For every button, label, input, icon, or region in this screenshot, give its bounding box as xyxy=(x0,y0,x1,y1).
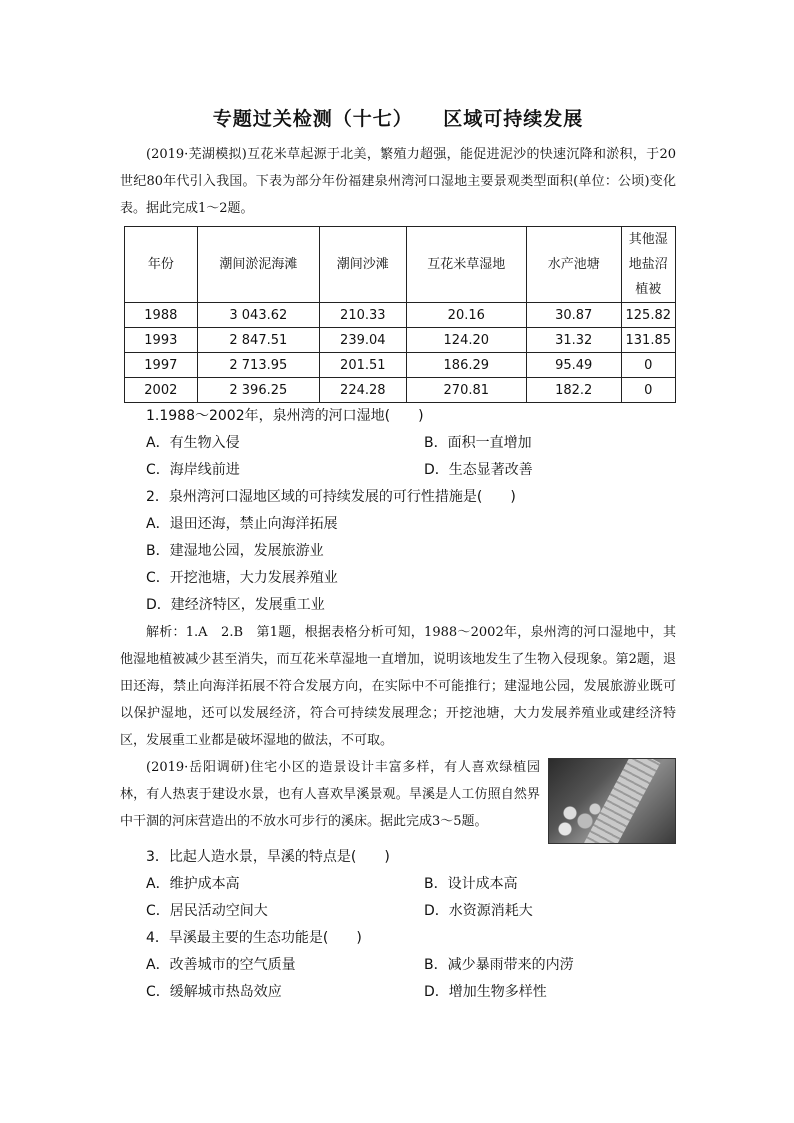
table-cell: 131.85 xyxy=(621,328,676,353)
q1-option-d: D．生态显著改善 xyxy=(424,462,533,478)
table-cell: 224.28 xyxy=(319,378,406,403)
table-cell: 124.20 xyxy=(406,328,526,353)
table-cell: 0 xyxy=(621,353,676,378)
q4-option-a: A．改善城市的空气质量 xyxy=(146,957,296,973)
page-title: 专题过关检测（十七） 区域可持续发展 xyxy=(212,108,584,130)
table-cell: 0 xyxy=(621,378,676,403)
table-cell: 20.16 xyxy=(406,303,526,328)
question-3-options-row-2 xyxy=(120,898,676,925)
table-cell: 2 847.51 xyxy=(197,328,319,353)
table-header-cell: 互花米草湿地 xyxy=(406,227,526,303)
table-header-cell: 潮间淤泥海滩 xyxy=(197,227,319,303)
q2-option-a: A．退田还海，禁止向海洋拓展 xyxy=(146,516,338,532)
table-row xyxy=(125,353,676,378)
table-cell: 270.81 xyxy=(406,378,526,403)
intro-paragraph-1: (2019·芜湖模拟)互花米草起源于北美，繁殖力超强，能促进泥沙的快速沉降和淤积，于20世纪80年代引入我国。下表为部分年份福建泉州湾河口湿地主要景观类型面积(单位：公顷)变化表。据此完成1～2题。 xyxy=(120,147,676,216)
intro-paragraph-2: (2019·岳阳调研)住宅小区的造景设计丰富多样，有人喜欢绿植园林，有人热衷于建设水景，也有人喜欢旱溪景观。旱溪是人工仿照自然界中干涸的河床营造出的不放水可步行的溪床。据此完成3～5题。 xyxy=(120,760,540,829)
q2-option-d: D．建经济特区，发展重工业 xyxy=(146,597,325,613)
table-cell: 3 043.62 xyxy=(197,303,319,328)
table-header-cell: 水产池塘 xyxy=(526,227,621,303)
dry-creek-photo xyxy=(548,758,676,844)
q4-option-c: C．缓解城市热岛效应 xyxy=(146,984,282,1000)
table-cell: 210.33 xyxy=(319,303,406,328)
question-1-stem: 1.1988～2002年，泉州湾的河口湿地( ) xyxy=(146,408,424,424)
table-cell: 186.29 xyxy=(406,353,526,378)
table-cell: 2 396.25 xyxy=(197,378,319,403)
question-1-options-row-1 xyxy=(120,430,676,457)
table-header-cell: 潮间沙滩 xyxy=(319,227,406,303)
table-cell: 182.2 xyxy=(526,378,621,403)
table-cell: 2002 xyxy=(125,378,198,403)
table-cell: 239.04 xyxy=(319,328,406,353)
table-header-cell: 年份 xyxy=(125,227,198,303)
table-header-row xyxy=(125,227,676,303)
question-4-options-row-1 xyxy=(120,952,676,979)
question-4-stem: 4．旱溪最主要的生态功能是( ) xyxy=(146,930,362,946)
wetland-area-table xyxy=(124,226,676,403)
question-4-options-row-2 xyxy=(120,979,676,1006)
table-cell: 2 713.95 xyxy=(197,353,319,378)
table-cell: 1997 xyxy=(125,353,198,378)
document-page xyxy=(120,96,676,1006)
table-cell: 201.51 xyxy=(319,353,406,378)
q2-option-c: C．开挖池塘，大力发展养殖业 xyxy=(146,570,338,586)
q1-option-a: A．有生物入侵 xyxy=(146,435,240,451)
table-cell: 1988 xyxy=(125,303,198,328)
q4-option-b: B．减少暴雨带来的内涝 xyxy=(424,957,574,973)
question-2-stem: 2．泉州湾河口湿地区域的可持续发展的可行性措施是( ) xyxy=(146,489,516,505)
question-3-stem: 3．比起人造水景，旱溪的特点是( ) xyxy=(146,849,390,865)
q3-option-b: B．设计成本高 xyxy=(424,876,518,892)
table-row xyxy=(125,328,676,353)
table-cell: 31.32 xyxy=(526,328,621,353)
table-cell: 1993 xyxy=(125,328,198,353)
q3-option-a: A．维护成本高 xyxy=(146,876,240,892)
q1-option-b: B．面积一直增加 xyxy=(424,435,532,451)
q1-option-c: C．海岸线前进 xyxy=(146,462,240,478)
analysis-paragraph: 解析：1.A 2.B 第1题，根据表格分析可知，1988～2002年，泉州湾的河口湿地中，其他湿地植被减少甚至消失，而互花米草湿地一直增加，说明该地发生了生物入侵现象。第2题，退田还海，禁止向海洋拓展不符合发展方向，在实际中不可能推行；建湿地公园，发展旅游业既可以保护湿地，还可以发展经济，符合可持续发展理念；开挖池塘，大力发展养殖业或建经济特区，发展重工业都是破坏湿地的做法，不可取。 xyxy=(120,625,676,748)
stones-shape xyxy=(555,797,605,837)
table-row xyxy=(125,378,676,403)
question-1-options-row-2 xyxy=(120,457,676,484)
intro-2-block xyxy=(120,754,676,844)
q3-option-c: C．居民活动空间大 xyxy=(146,903,268,919)
q3-option-d: D．水资源消耗大 xyxy=(424,903,533,919)
table-header-cell: 其他湿地盐沼植被 xyxy=(621,227,676,303)
q4-option-d: D．增加生物多样性 xyxy=(424,984,547,1000)
table-cell: 125.82 xyxy=(621,303,676,328)
table-row xyxy=(125,303,676,328)
q2-option-b: B．建湿地公园，发展旅游业 xyxy=(146,543,324,559)
table-cell: 30.87 xyxy=(526,303,621,328)
question-3-options-row-1 xyxy=(120,871,676,898)
table-cell: 95.49 xyxy=(526,353,621,378)
